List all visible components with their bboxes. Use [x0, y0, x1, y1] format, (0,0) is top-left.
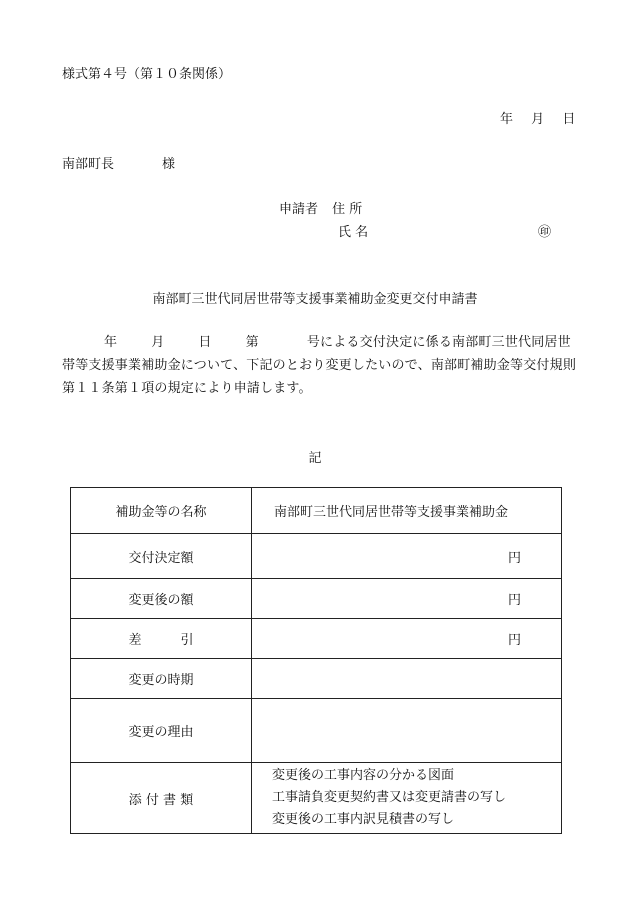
table-row	[71, 534, 562, 579]
row-label: 添 付 書 類	[71, 763, 252, 834]
document-title: 南部町三世代同居世帯等支援事業補助金変更交付申請書	[152, 292, 478, 307]
row-label: 補助金等の名称	[71, 488, 252, 534]
row-value: 円	[252, 534, 562, 579]
table-row	[71, 488, 562, 534]
date-year: 年	[500, 112, 514, 127]
date-month: 月	[531, 112, 545, 127]
attachment-item: 工事請負変更契約書又は変更請書の写し	[272, 790, 507, 805]
attachment-item: 変更後の工事内訳見積書の写し	[272, 812, 455, 827]
seal-mark: ㊞	[538, 225, 552, 240]
table-row	[71, 763, 562, 834]
applicant-label: 申請者	[279, 202, 319, 217]
table-row	[71, 579, 562, 619]
row-value: 円	[252, 579, 562, 619]
table-row	[71, 619, 562, 659]
row-label: 変更後の額	[71, 579, 252, 619]
row-value	[252, 659, 562, 699]
row-value: 円	[252, 619, 562, 659]
applicant-name-row	[338, 221, 368, 240]
addressee-suffix: 様	[162, 157, 176, 172]
row-value	[252, 699, 562, 763]
body-day: 日	[198, 335, 212, 350]
row-label: 変更の理由	[71, 699, 252, 763]
ki-heading: 記	[308, 451, 322, 466]
body-number-prefix: 第	[245, 335, 259, 350]
body-paragraph	[62, 331, 582, 400]
table-row	[71, 699, 562, 763]
application-table	[70, 487, 562, 834]
date-day: 日	[562, 112, 576, 127]
body-year: 年	[104, 335, 118, 350]
row-label: 交付決定額	[71, 534, 252, 579]
body-month: 月	[151, 335, 165, 350]
address-label: 住 所	[332, 202, 363, 217]
body-text-main: 号による交付決定に係る南部町三世代同居世帯等支援事業補助金について、下記のとおり変更したいので、南部町補助金等交付規則第１１条第１項の規定により申請します。	[62, 335, 577, 396]
addressee-name: 南部町長	[62, 157, 115, 172]
addressee	[62, 153, 175, 172]
name-label: 氏 名	[338, 225, 369, 240]
row-value: 南部町三世代同居世帯等支援事業補助金	[252, 488, 562, 534]
applicant-address-row	[279, 198, 362, 217]
table-row	[71, 659, 562, 699]
form-number: 様式第４号（第１０条関係）	[62, 67, 232, 82]
attachments-cell	[252, 763, 562, 834]
row-label: 差 引	[71, 619, 252, 659]
date-line	[500, 108, 575, 127]
attachment-item: 変更後の工事内容の分かる図面	[272, 768, 455, 783]
row-label: 変更の時期	[71, 659, 252, 699]
